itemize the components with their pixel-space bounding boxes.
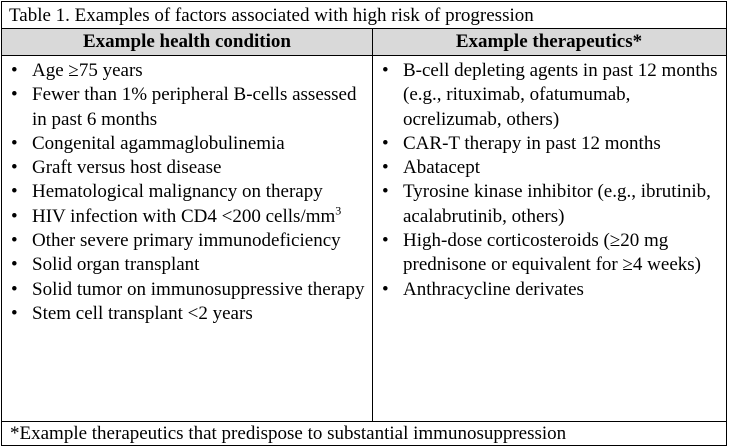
list-item: • Hematological malignancy on therapy	[2, 180, 372, 204]
list-item: • B-cell depleting agents in past 12 months (e.g., rituximab, ofatumumab, ocrelizumab, others)	[373, 59, 726, 132]
table-header-row	[2, 29, 726, 56]
header-health-condition: Example health condition	[83, 31, 291, 52]
header-therapeutics: Example therapeutics*	[455, 31, 643, 52]
list-item: • Stem cell transplant <2 years	[2, 302, 372, 326]
list-item: • Solid tumor on immunosuppressive therapy	[2, 278, 372, 302]
list-item: • Fewer than 1% peripheral B-cells assessed in past 6 months	[2, 83, 372, 132]
list-item: • CAR-T therapy in past 12 months	[373, 132, 726, 156]
list-item: • Solid organ transplant	[2, 253, 372, 277]
therapeutics-column	[373, 59, 726, 302]
health-condition-list	[2, 59, 372, 326]
table-caption: Table 1. Examples of factors associated with high risk of progression	[2, 2, 726, 29]
therapeutics-list	[373, 59, 726, 302]
list-item: • Graft versus host disease	[2, 156, 372, 180]
list-item: • Other severe primary immunodeficiency	[2, 229, 372, 253]
list-item: • High-dose corticosteroids (≥20 mg prednisone or equivalent for ≥4 weeks)	[373, 229, 726, 278]
list-item: • Tyrosine kinase inhibitor (e.g., ibrutinib, acalabrutinib, others)	[373, 180, 726, 229]
list-item: • Age ≥75 years	[2, 59, 372, 83]
superscript: 3	[335, 203, 342, 218]
factors-table	[1, 1, 727, 446]
list-item: • HIV infection with CD4 <200 cells/$mm^3$	[2, 205, 372, 229]
list-item: • Congenital agammaglobulinemia	[2, 132, 372, 156]
health-condition-column	[2, 59, 372, 326]
table-footnote: *Example therapeutics that predispose to substantial immunosuppression	[2, 421, 726, 445]
list-item: • Abatacept	[373, 156, 726, 180]
list-item: • Anthracycline derivates	[373, 278, 726, 302]
